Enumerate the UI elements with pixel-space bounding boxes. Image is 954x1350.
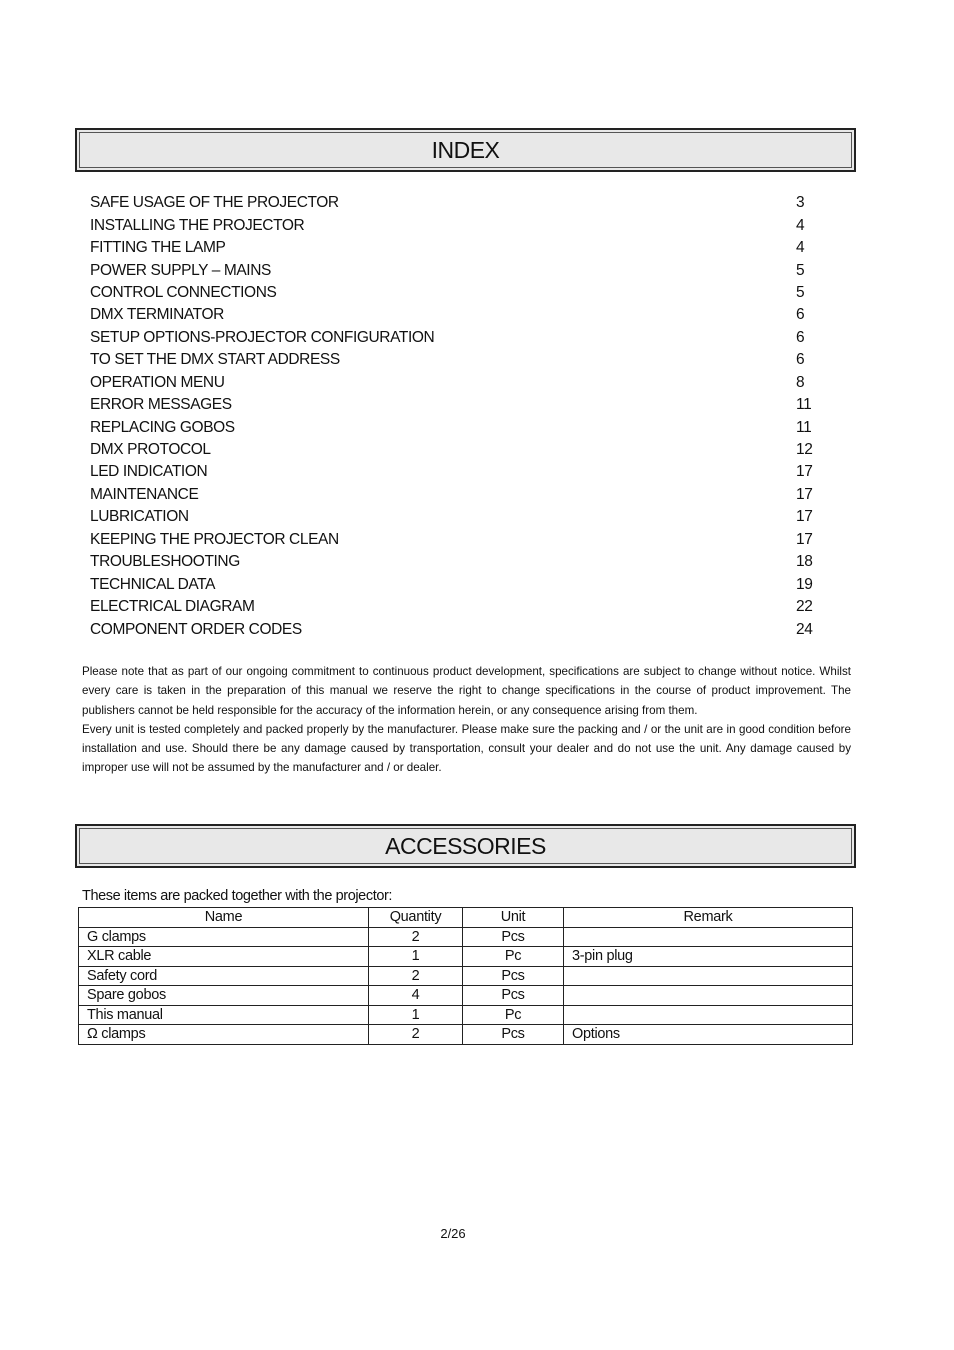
- cell-unit: Pcs: [463, 966, 564, 986]
- toc-page: 12: [796, 441, 813, 459]
- toc-label: INSTALLING THE PROJECTOR: [90, 216, 305, 234]
- toc-entry[interactable]: [90, 529, 830, 551]
- cell-name: G clamps: [79, 927, 369, 947]
- table-of-contents: [90, 192, 830, 641]
- cell-name: Ω clamps: [79, 1025, 369, 1045]
- toc-page: 11: [796, 418, 812, 436]
- toc-entry[interactable]: [90, 416, 830, 438]
- toc-page: 17: [796, 530, 813, 548]
- toc-label: FITTING THE LAMP: [90, 239, 226, 257]
- cell-name: Safety cord: [79, 966, 369, 986]
- toc-entry[interactable]: [90, 304, 830, 326]
- cell-quantity: 1: [369, 947, 463, 967]
- cell-remark: [564, 927, 853, 947]
- cell-quantity: 1: [369, 1005, 463, 1025]
- toc-entry[interactable]: [90, 192, 830, 214]
- toc-label: KEEPING THE PROJECTOR CLEAN: [90, 530, 339, 548]
- table-row: [79, 947, 853, 967]
- toc-label: MAINTENANCE: [90, 485, 199, 503]
- cell-unit: Pcs: [463, 927, 564, 947]
- toc-page: 6: [796, 328, 805, 346]
- toc-entry[interactable]: [90, 506, 830, 528]
- toc-page: 24: [796, 620, 813, 638]
- cell-unit: Pc: [463, 947, 564, 967]
- toc-entry[interactable]: [90, 214, 830, 236]
- toc-page: 18: [796, 553, 813, 571]
- toc-entry[interactable]: [90, 461, 830, 483]
- table-row: [79, 1025, 853, 1045]
- cell-unit: Pcs: [463, 1025, 564, 1045]
- toc-entry[interactable]: [90, 259, 830, 281]
- toc-entry[interactable]: [90, 372, 830, 394]
- toc-page: 17: [796, 485, 813, 503]
- toc-page: 11: [796, 396, 812, 414]
- accessories-title: ACCESSORIES: [385, 832, 546, 859]
- cell-remark: Options: [564, 1025, 853, 1045]
- toc-label: OPERATION MENU: [90, 373, 225, 391]
- toc-label: TO SET THE DMX START ADDRESS: [90, 351, 340, 369]
- column-header-unit: Unit: [463, 908, 564, 928]
- table-row: [79, 966, 853, 986]
- table-row: [79, 1005, 853, 1025]
- toc-entry[interactable]: [90, 327, 830, 349]
- cell-unit: Pc: [463, 1005, 564, 1025]
- toc-label: DMX PROTOCOL: [90, 441, 211, 459]
- toc-page: 17: [796, 463, 813, 481]
- toc-entry[interactable]: [90, 551, 830, 573]
- toc-label: COMPONENT ORDER CODES: [90, 620, 302, 638]
- cell-remark: [564, 966, 853, 986]
- cell-remark: [564, 1005, 853, 1025]
- toc-page: 4: [796, 216, 805, 234]
- toc-entry[interactable]: [90, 439, 830, 461]
- toc-page: 3: [796, 194, 805, 212]
- table-row: [79, 927, 853, 947]
- toc-label: REPLACING GOBOS: [90, 418, 235, 436]
- toc-label: DMX TERMINATOR: [90, 306, 224, 324]
- table-header-row: [79, 908, 853, 928]
- inspection-paragraph: Every unit is tested completely and packed properly by the manufacturer. Please make sure the packing and / or the unit are in good condition before installation and use. Should there be any damage caused by transportation, consult your dealer and do not use the unit. Any damage caused by improper use will not be assumed by the manufacturer and / or dealer.: [82, 722, 851, 775]
- toc-entry[interactable]: [90, 282, 830, 304]
- index-title: INDEX: [431, 136, 500, 163]
- toc-entry[interactable]: [90, 237, 830, 259]
- cell-name: This manual: [79, 1005, 369, 1025]
- cell-name: XLR cable: [79, 947, 369, 967]
- toc-label: LUBRICATION: [90, 508, 189, 526]
- table-row: [79, 986, 853, 1006]
- cell-quantity: 2: [369, 966, 463, 986]
- page-number: 2/26: [440, 1226, 466, 1241]
- toc-page: 4: [796, 239, 805, 257]
- accessories-header: [75, 824, 856, 868]
- cell-quantity: 2: [369, 927, 463, 947]
- toc-label: POWER SUPPLY – MAINS: [90, 261, 271, 279]
- cell-quantity: 2: [369, 1025, 463, 1045]
- toc-page: 8: [796, 373, 805, 391]
- toc-label: LED INDICATION: [90, 463, 208, 481]
- toc-label: ELECTRICAL DIAGRAM: [90, 598, 255, 616]
- column-header-quantity: Quantity: [369, 908, 463, 928]
- cell-remark: 3-pin plug: [564, 947, 853, 967]
- toc-entry[interactable]: [90, 618, 830, 640]
- toc-entry[interactable]: [90, 394, 830, 416]
- toc-entry[interactable]: [90, 596, 830, 618]
- toc-label: TROUBLESHOOTING: [90, 553, 240, 571]
- disclaimer-notice: [82, 662, 851, 778]
- toc-page: 6: [796, 351, 805, 369]
- toc-entry[interactable]: [90, 484, 830, 506]
- toc-label: SAFE USAGE OF THE PROJECTOR: [90, 194, 339, 212]
- toc-page: 5: [796, 261, 805, 279]
- toc-page: 19: [796, 575, 813, 593]
- cell-name: Spare gobos: [79, 986, 369, 1006]
- toc-label: SETUP OPTIONS-PROJECTOR CONFIGURATION: [90, 328, 435, 346]
- disclaimer-paragraph: Please note that as part of our ongoing commitment to continuous product development, specifications are subject to change without notice. Whilst every care is taken in the preparation of this manual we reserve the right to change specifications in the course of product improvement. The publishers cannot be held responsible for the accuracy of the information herein, or any consequence arising from them.: [82, 665, 851, 717]
- toc-entry[interactable]: [90, 573, 830, 595]
- toc-page: 17: [796, 508, 813, 526]
- toc-label: TECHNICAL DATA: [90, 575, 216, 593]
- toc-label: ERROR MESSAGES: [90, 396, 232, 414]
- column-header-remark: Remark: [564, 908, 853, 928]
- toc-page: 22: [796, 598, 813, 616]
- column-header-name: Name: [79, 908, 369, 928]
- cell-unit: Pcs: [463, 986, 564, 1006]
- toc-page: 5: [796, 283, 805, 301]
- index-header: [75, 128, 856, 172]
- toc-entry[interactable]: [90, 349, 830, 371]
- cell-quantity: 4: [369, 986, 463, 1006]
- cell-remark: [564, 986, 853, 1006]
- accessories-caption: These items are packed together with the projector:: [82, 888, 393, 904]
- toc-page: 6: [796, 306, 805, 324]
- accessories-table: [78, 907, 853, 1045]
- toc-label: CONTROL CONNECTIONS: [90, 283, 277, 301]
